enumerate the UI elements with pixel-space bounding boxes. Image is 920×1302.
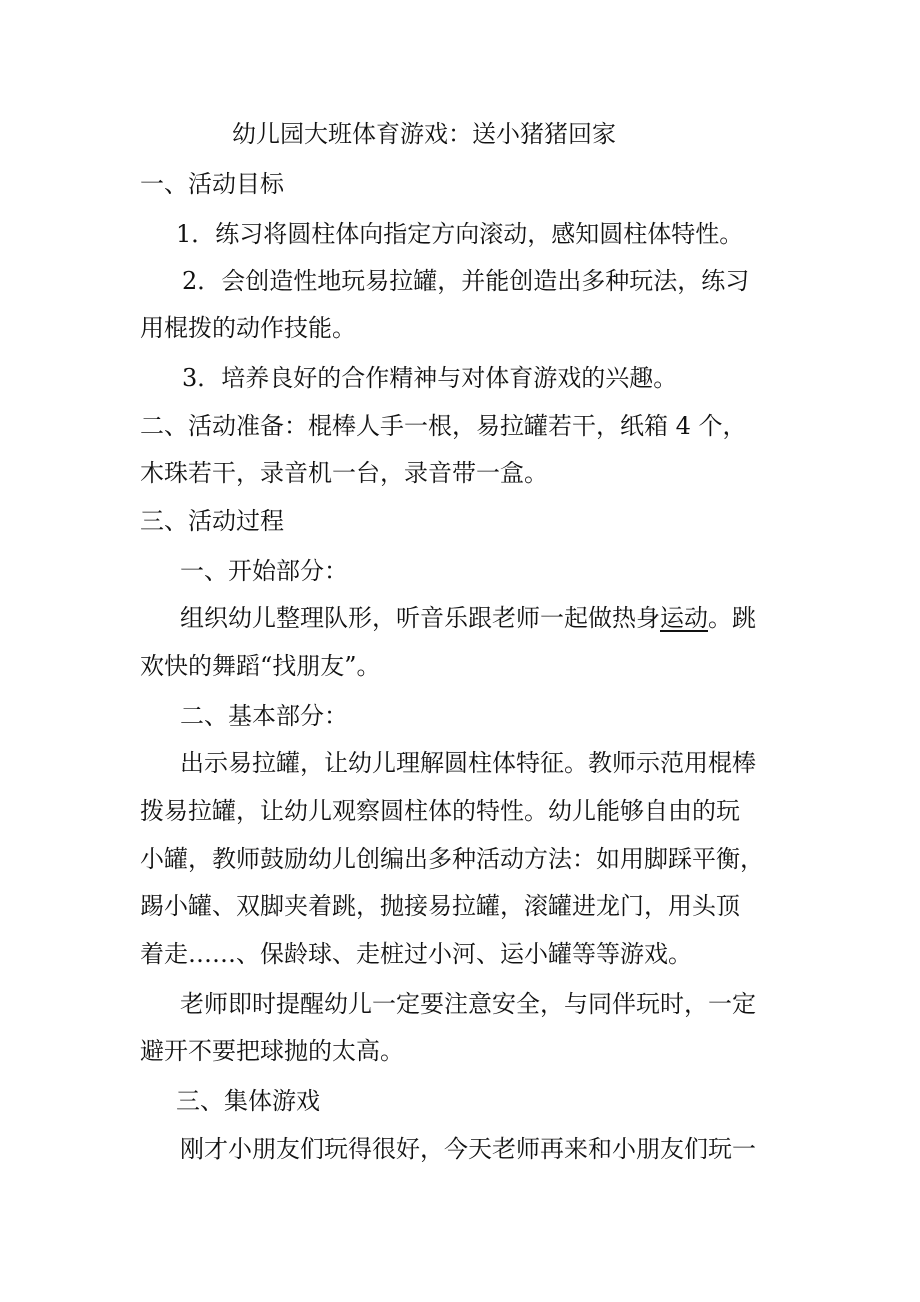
part3-paragraph-line-1: 刚才小朋友们玩得很好，今天老师再来和小朋友们玩一 [180,1135,756,1163]
section-heading-process: 三、活动过程 [140,507,284,535]
goal-item-2-line-2: 用棍拨的动作技能。 [140,314,356,342]
goal-item-3: 3．培养良好的合作精神与对体育游戏的兴趣。 [182,364,678,392]
exercise-link[interactable]: 运动 [660,604,708,632]
part3-heading: 三、集体游戏 [176,1087,320,1115]
preparation-line-2: 木珠若干，录音机一台，录音带一盒。 [140,459,548,487]
part2-paragraph-1-line-3: 小罐，教师鼓励幼儿创编出多种活动方法：如用脚踩平衡， [140,845,764,873]
section-heading-goals: 一、活动目标 [140,170,284,198]
part1-text-after-link: 。跳 [708,604,756,632]
part2-paragraph-1-line-2: 拨易拉罐，让幼儿观察圆柱体的特性。幼儿能够自由的玩 [140,797,740,825]
goal-item-1: 1．练习将圆柱体向指定方向滚动，感知圆柱体特性。 [176,220,744,248]
part2-paragraph-2-line-2: 避开不要把球抛的太高。 [140,1037,404,1065]
part1-paragraph-line-2: 欢快的舞蹈“找朋友”。 [140,652,381,680]
part2-paragraph-1-line-4: 踢小罐、双脚夹着跳，抛接易拉罐，滚罐进龙门，用头顶 [140,892,740,920]
part2-paragraph-2-line-1: 老师即时提醒幼儿一定要注意安全，与同伴玩时，一定 [180,990,756,1018]
part2-paragraph-1-line-1: 出示易拉罐，让幼儿理解圆柱体特征。教师示范用棍棒 [180,749,756,777]
preparation-line-1: 二、活动准备：棍棒人手一根，易拉罐若干，纸箱 4 个， [140,412,747,440]
part1-paragraph-line-1 [180,602,756,634]
goal-item-2-line-1: 2．会创造性地玩易拉罐，并能创造出多种玩法，练习 [182,267,750,295]
part1-heading: 一、开始部分： [180,557,348,585]
part2-paragraph-1-line-5: 着走……、保龄球、走桩过小河、运小罐等等游戏。 [140,940,692,968]
part1-text-before-link: 组织幼儿整理队形，听音乐跟老师一起做热身 [180,604,660,632]
document-title: 幼儿园大班体育游戏：送小猪猪回家 [232,120,616,148]
part2-heading: 二、基本部分： [180,702,348,730]
